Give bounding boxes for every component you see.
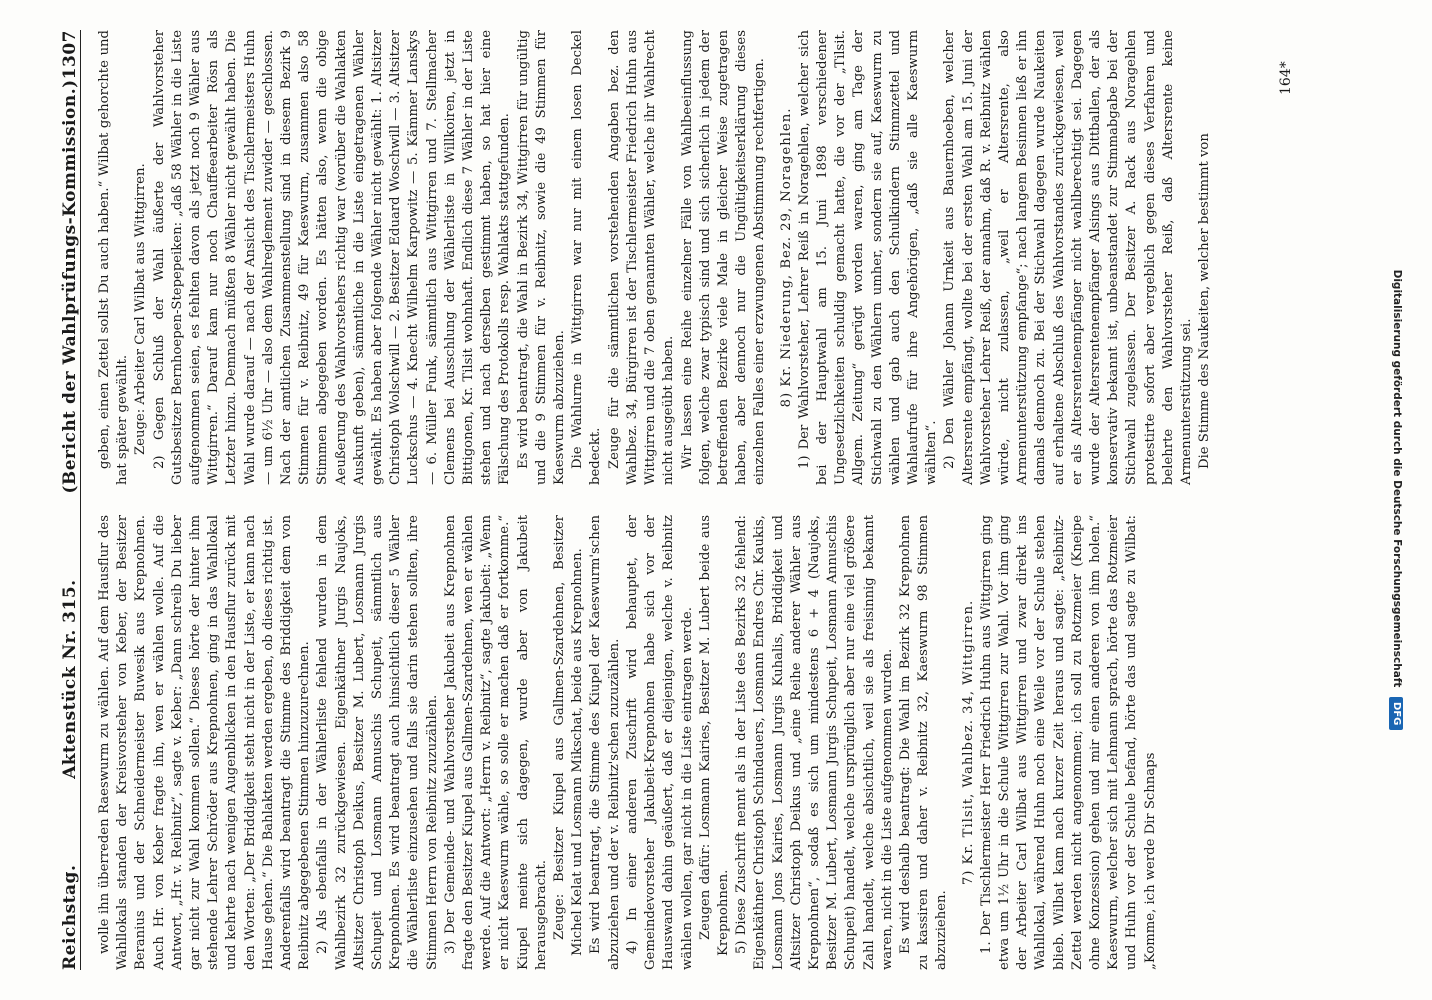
paragraph: Zeuge: Besitzer Kiupel aus Gallmen-Szardehnen, Besitzer Michel Kelat und Losmann Mikschat, beide aus Krepnohnen.	[552, 515, 586, 956]
header-report-title: (Bericht der Wahlprüfungs-Kommission.)	[60, 79, 80, 494]
paragraph: geben, einen Zettel sollst Du auch haben.“ Wilbat gehorchte und hat später gewählt.	[97, 30, 131, 485]
paragraph: Es wird deshalb beantragt: Die Wahl im Bezirk 32 Krepnohnen zu kassiren und daher v. Reibnitz 32, Kaeswurm 98 Stimmen abzuziehen.	[897, 515, 950, 970]
right-text-column	[96, 30, 1214, 485]
paragraph: Wir lassen eine Reihe einzelner Fälle von Wahlbeeinflussung folgen, welche zwar typisch sind und sich sicherlich in jedem der betreffenden Bezirke viele Male in gleicher Weise zugetragen haben, aber dennoch nur die Ungültigkeitserklärung dieses einzelnen Falles einer erzwungenen Abstimmung rechtfertigen.	[679, 30, 768, 485]
paragraph: Die Wahlurne in Wittgirren war nur mit einem losen Deckel bedeckt.	[570, 30, 604, 485]
paragraph: Es wird beantragt, die Wahl in Bezirk 34, Wittgirren für ungültig und die 9 Stimmen für v. Reibnitz, sowie die 49 Stimmen für Kaeswurm abzuziehen.	[515, 30, 568, 485]
left-text-column	[96, 515, 1160, 970]
page-header	[52, 30, 81, 970]
paragraph: wolle ihn überreden Raeswurm zu wählen. Auf dem Hausflur des Wahllokals standen der Kreisvorsteher von Keber, der Besitzer Beranius und der Schneidermeister Buwesik aus Krepnohnen. Auch Hr. von Keber fragte ihn, wen er wählen wolle. Auf die Antwort, „Hr. v. Reibnitz“, sagte v. Keber: „Dann schreib Du lieber gar nicht zur Wahl kommen sollen.“ Dieses hörte der hinter ihm stehende Lehrer Schröder aus Krepnohnen, ging in das Wahllokal und kehrte nach wenigen Augenblicken in den Hausflur zurück mit den Worten: „Der Briddigkeit steht nicht in der Liste, er kann nach Hause gehen.“ Die Bahlakten werden ergeben, ob dieses richtig ist. Anderenfalls wird beantragt die Stimme des Briddigkeit dem von Reibnitz abgegebenen Stimmen hinzuzurechnen.	[97, 515, 313, 970]
dfg-logo: DFG	[1389, 697, 1403, 730]
paragraph: 3) Der Gemeinde- und Wahlvorsteher Jakubeit aus Krepnohnen fragte den Besitzer Kiupel aus Gallmen-Szardehnen, wen er wählen werde. Auf die Antwort: „Herrn v. Reibnitz“, sagte Jakubeit: „Wenn er nicht Kaeswurm wähle, so solle er machen daß er fortkomme.“ Kiupel meinte sich dagegen, wurde aber von Jakubeit herausgebracht.	[442, 515, 549, 970]
paragraph: 2) Gegen Schluß der Wahl äußerte der Wahlvorsteher Gutsbesitzer Bernhoepen-Stepepeiken: „daß 58 Wähler in die Liste aufgenommen seien, es fehlten davon als jetzt noch 9 Wähler aus Wittgirren.“ Darauf kam nur noch Chauffeearbeiter Rösn als Letzter hinzu. Demnach müßten 8 Wähler nicht gewählt haben. Die Wahl wurde darauf — nach der Ansicht des Tischlermeisters Huhn — um 6½ Uhr — also dem Wahlreglement zuwider — geschlossen. Nach der amtlichen Zusammenstellung sind in diesem Bezirk 9 Stimmen für v. Reibnitz, 49 für Kaeswurm, zusammen also 58 Stimmen abgegeben worden. Es hätten also, wenn die obige Aeußerung des Wahlvorstehers richtig war (worüber die Wahlakten Auskunft geben), sämmtliche in die Liste eingetragenen Wähler gewählt. Es haben aber folgende Wähler nicht gewählt: 1. Altsitzer Christoph Wolschwill — 2. Besitzer Eduard Woschwill — 3. Altsitzer Luckschus — 4. Knecht Wilhelm Karpowitz — 5. Kämmer Lanskys — 6. Müller Funk, sämmtlich aus Wittgirren und 7. Stellmacher Clemens bei Ausschlung der Wählerliste in Willkoiren, jetzt in Bittigonen, Kr. Tilsit wohnhaft. Endlich diese 7 Wähler in der Liste stehen und nach derselben gestimmt haben, so hat hier eine Fälschung des Protokolls resp. Wahlakts stattgefunden.	[151, 30, 513, 485]
paragraph: 1. Der Tischlermeister Herr Friedrich Huhn aus Wittgirren ging etwa um 1½ Uhr in die Schule Wittgirren zur Wahl. Vor ihm ging der Arbeiter Carl Wilbat aus Wittgirren und zwar direkt ins Wahllokal, während Huhn noch eine Weile vor der Schule stehen blieb. Wilbat kam nach kurzer Zeit heraus und sagte: „Reibnitz-Zettel werden nicht angenommen; ich soll zu Rotzmeier (Kneipe ohne Konzession) gehen und mir einen anderen von ihm holen.“ Kaeswurm, welcher sich mit Lehmann sprach, hörte das Rotzmeier und Huhn vor der Schule befand, hörte das und sagte zu Wilbat: „Komme, ich werde Dir Schnaps	[978, 515, 1158, 970]
paragraph: Zeuge für die sämmtlichen vorstehenden Angaben bez. den Wahlbez. 34, Bürgirren ist der Tischlermeister Friedrich Huhn aus Wittgirren und die 7 oben genannten Wähler, welche ihr Wahlrecht nicht ausgeübt haben.	[606, 30, 677, 485]
paragraph: 4) In einer anderen Zuschrift wird behauptet, der Gemeindevorsteher Jakubeit-Krepnohnen habe sich vor der Hauswand dahin geäußert, daß er diejenigen, welche v. Reibnitz wählen wollen, gar nicht in die Liste eintragen werde.	[624, 515, 695, 970]
header-document-number: Aktenstück Nr. 315.	[60, 579, 80, 779]
section-heading: 8) Kr. Niederung, Bez. 29, Noragehlen.	[778, 107, 794, 408]
paragraph: 1) Der Wahlvorsteher, Lehrer Reiß in Noragehlen, welcher sich bei der Hauptwahl am 15. Juni 1898 verschiedener Ungesetzlichkeiten schuldig gemacht hatte, die vor der „Tilsit. Allgem. Zeitung“ gerügt worden waren, ging am Tage der Stichwahl zu den Wählern umher, sondern sie auf, Kaeswurm zu wählen und gab auch den Schulkindern Stimmzettel und Wahlaufrufe für ihre Angehörigen, „daß sie alle Kaeswurm wählten“.	[796, 30, 940, 485]
paragraph: Zeugen dafür: Losmann Kairies, Besitzer M. Lubert beide aus Krepnohnen.	[697, 515, 731, 956]
section-heading: 7) Kr. Tilsit, Wahlbez. 34, Wittgirren.	[960, 599, 976, 886]
paragraph: 2) Als ebenfalls in der Wählerliste fehlend wurden in dem Wahlbezirk 32 zurückgewiesen. Eigenkäthner Jurgis Naujoks, Altsitzer Christoph Deikus, Besitzer M. Lubert, Losmann Jurgis Schupeit und Losmann Annuschis Schupeit, sämmtlich aus Krepnohnen. Es wird beantragt auch hinsichtlich dieser 5 Wähler die Wählerliste einzusehen und falls sie darin stehen sollten, ihre Stimmen Herrn von Reibnitz zuzuzählen.	[315, 515, 440, 970]
paragraph: Es wird beantragt, die Stimme des Kiupel der Kaeswurm'schen abzuziehen und der v. Reibnitz'schen zuzuzählen.	[588, 515, 622, 970]
page-number: 1307	[60, 30, 80, 80]
paragraph: 5) Diese Zuschrift nennt als in der Liste des Bezirks 32 fehlend: Eigenkäthner Christoph Schindauers, Losmann Endres Chr. Kaukis, Losmann Jons Kairies, Losmann Jurgis Kuhalis, Briddigkeit und Altsitzer Christoph Deikus und „eine Reihe anderer Wähler aus Krepnohnen“, sodaß es sich um mindestens 6 + 4 (Naujoks, Besitzer M. Lubert, Losmann Jurgis Schupeit, Losmann Annuschis Schupeit) handelt, welche ursprünglich aber nur eine viel größere Zahl handelt, welche absichtlich, weil sie als freisinnig bekannt waren, nicht in die Liste aufgenommen wurden.	[734, 515, 895, 970]
paragraph: Zeuge: Arbeiter Carl Wilbat aus Wittgirren.	[133, 163, 149, 455]
digitization-note-text: Digitalisierung gefördert durch die Deutsche Forschungsgemeinschaft	[1391, 269, 1403, 688]
header-left: Reichstag.	[60, 864, 80, 970]
paragraph: 2) Den Wähler Johann Urnkeit aus Bauernhoeben, welcher Altersrente empfängt, wollte bei der ersten Wahl am 15. Juni der Wahlvorsteher Lehrer Reiß, der annahm, daß R. v. Reibnitz wählen würde, nicht zulassen, „weil er Altersrente, also Armenunterstützung empfange“; nach langem Besinnen ließ er ihn damals dennoch zu. Bei der Stichwahl dagegen wurde Naukeiten auf erhaltene Abschluß des Wahlvorstandes zurückgewiesen, weil er als Altersrentenempfänger nicht wahlberechtigt sei. Dagegen wurde der Altersrentenempfänger Alsings aus Dittballen, der als konservativ bekannt ist, unbeanstandet zur Stimmabgabe bei der Stichwahl zugelassen. Der Besitzer A. Rack aus Noragehlen protestirte sofort aber vergeblich gegen dieses Verfahren und belehrte den Wahlvorsteher Reiß, daß Altersrente keine Armenunterstützung sei.	[942, 30, 1194, 485]
paragraph: Die Stimme des Naukeiten, welcher bestimmt von	[1197, 133, 1213, 469]
digitization-note	[1386, 0, 1408, 1000]
signature-mark: 164*	[1278, 61, 1294, 95]
